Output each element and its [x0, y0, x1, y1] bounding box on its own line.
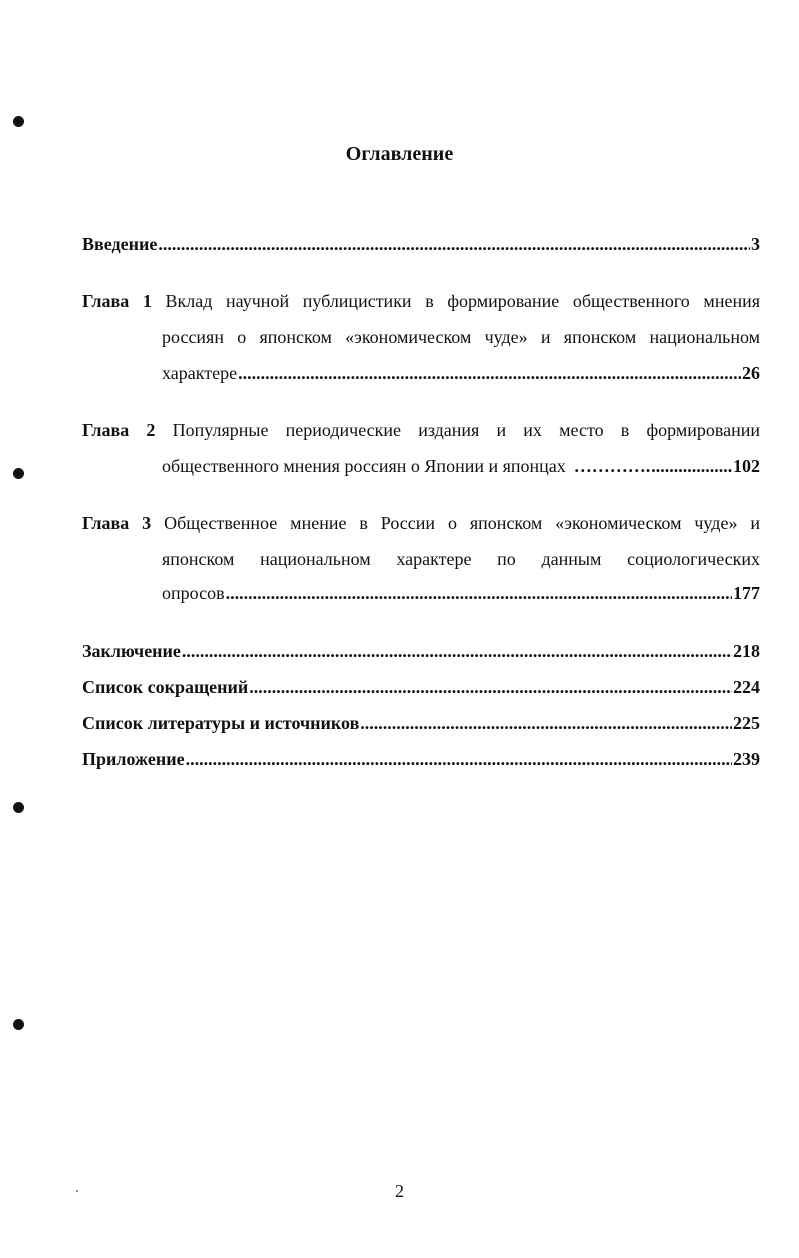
- toc-page-number: 224: [733, 677, 760, 697]
- toc-chapter-last-line: [162, 582, 760, 604]
- toc-page-number: 239: [733, 749, 760, 769]
- dot-leader: [182, 640, 732, 662]
- binder-hole-mark: [13, 802, 24, 813]
- toc-chapter-label: Глава 1: [82, 291, 152, 311]
- toc-chapter-title-line: Вклад научной публицистики в формирование общественного мнения: [165, 291, 760, 311]
- toc-entry-label: Введение: [82, 234, 158, 254]
- toc-chapter-title-line: Общественное мнение в России о японском «экономическом чуде» и: [164, 513, 760, 533]
- toc-entry-label: Заключение: [82, 641, 181, 661]
- page-title: Оглавление: [345, 143, 454, 165]
- toc-page-number: 26: [742, 363, 760, 383]
- toc-chapter-first-line: [82, 512, 760, 534]
- toc-entry-label: Приложение: [82, 749, 185, 769]
- toc-chapter-title-line: россиян о японском «экономическом чуде» и японском национальном: [162, 327, 760, 347]
- toc-page-number: 218: [733, 641, 760, 661]
- toc-entry-bibliography[interactable]: [82, 712, 760, 734]
- toc-chapter-title-line: характере: [162, 363, 238, 383]
- toc-page-number: 3: [751, 234, 760, 254]
- dot-leader: [249, 676, 732, 698]
- toc-chapter-title-line: общественного мнения россиян о Японии и японцах: [162, 456, 566, 476]
- toc-page-number: 225: [733, 713, 760, 733]
- toc-chapter-title-line: Популярные периодические издания и их место в формировании: [172, 420, 761, 440]
- dot-leader: [186, 748, 732, 770]
- toc-entry-label: Список сокращений: [82, 677, 249, 697]
- toc-entry-label: Список литературы и источников: [82, 713, 360, 733]
- toc-entry-conclusion[interactable]: [82, 640, 760, 662]
- dot-leader: [158, 233, 750, 255]
- dot-leader: [226, 582, 732, 604]
- page-number: 2: [395, 1181, 404, 1201]
- toc-entry-abbreviations[interactable]: [82, 676, 760, 698]
- dot-leader-ellipsis: ………….: [573, 456, 651, 476]
- toc-entry-intro[interactable]: [82, 233, 760, 255]
- toc-chapter-label: Глава 3: [82, 513, 152, 533]
- binder-hole-mark: [13, 1019, 24, 1030]
- toc-entry-appendix[interactable]: [82, 748, 760, 770]
- toc-chapter-label: Глава 2: [82, 420, 156, 440]
- toc-chapter-last-line: [162, 362, 760, 384]
- dot-leader: [651, 455, 732, 477]
- toc-chapter-first-line: [82, 419, 760, 441]
- toc-page-number: 177: [733, 583, 760, 603]
- toc-chapter-first-line: [82, 290, 760, 312]
- toc-page-number: 102: [733, 456, 760, 476]
- binder-hole-mark: [13, 116, 24, 127]
- toc-chapter-last-line: [162, 455, 760, 477]
- dot-leader: [238, 362, 741, 384]
- dot-leader: [360, 712, 732, 734]
- toc-chapter-title-line: японском национальном характере по данным социологических: [162, 549, 760, 569]
- toc-chapter-title-line: опросов: [162, 583, 225, 603]
- binder-hole-mark: [13, 468, 24, 479]
